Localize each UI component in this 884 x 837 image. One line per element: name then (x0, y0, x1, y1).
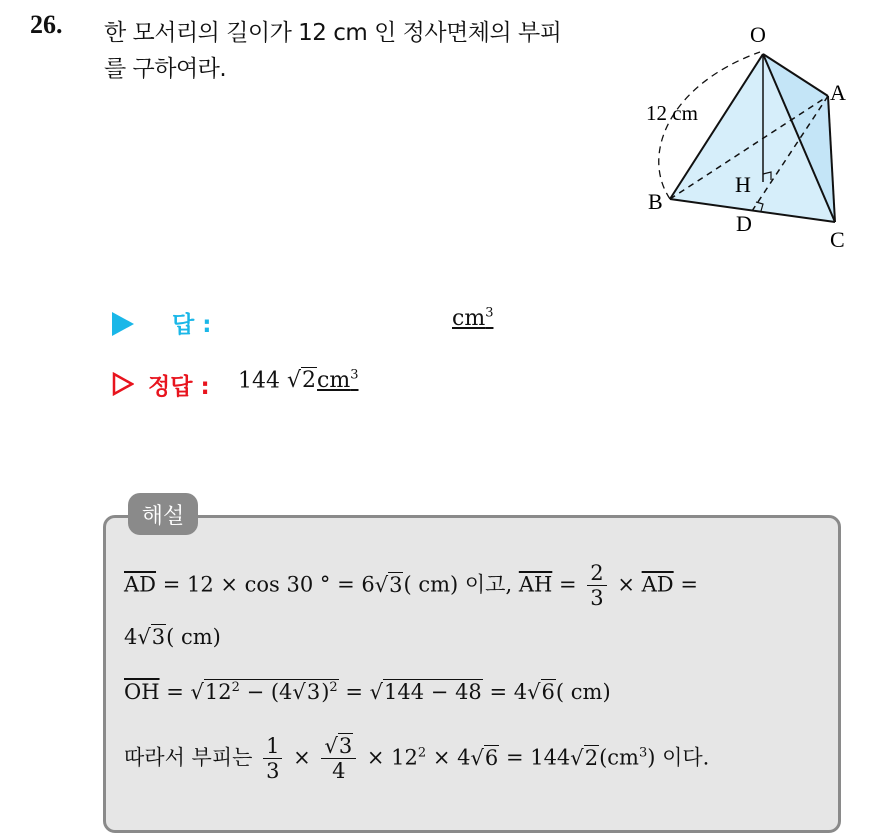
correct-arrow-icon (112, 372, 134, 396)
question-text-line1: 한 모서리의 길이가 12 cm 인 정사면체의 부피 (104, 20, 562, 46)
label-D: D (736, 211, 752, 236)
label-C: C (830, 227, 845, 252)
answer-unit: $cm^3$ (452, 306, 494, 332)
label-H: H (735, 172, 751, 197)
solution-line-1: $\overline{AD} = 12 \times \cos 30$ ° = 6√3( cm) 이고, $\overline{AH}$ = $\frac{2}{3}$ × $\overline{AD}$ = (124, 561, 698, 611)
answer-label: 답 : (172, 312, 212, 338)
label-edge-length: 12 cm (646, 101, 698, 125)
solution-tag: 해설 (128, 493, 198, 535)
solution-line-3: $\overline{OH} = √12^2 - (4√3)^2 = √144 - 48 = 4√6$( cm) (124, 680, 611, 704)
label-O: O (750, 22, 766, 47)
tetrahedron-figure (630, 14, 870, 264)
question-text-line2: 를 구하여라. (104, 56, 227, 82)
solution-line-2: 4√3( cm) (124, 625, 221, 649)
correct-label: 정답 : (148, 374, 210, 400)
label-A: A (830, 80, 846, 105)
label-B: B (648, 189, 663, 214)
solution-line-4: 따라서 부피는 $\frac{1}{3}$ × $\frac{√3}{4}$ × $12^2 \times 4√6 = 144√2(cm^3)$ 이다. (124, 734, 710, 784)
question-number: 26. (30, 10, 63, 39)
correct-value: 144 $√2cm^3$ (238, 368, 359, 394)
answer-arrow-icon (112, 312, 134, 336)
